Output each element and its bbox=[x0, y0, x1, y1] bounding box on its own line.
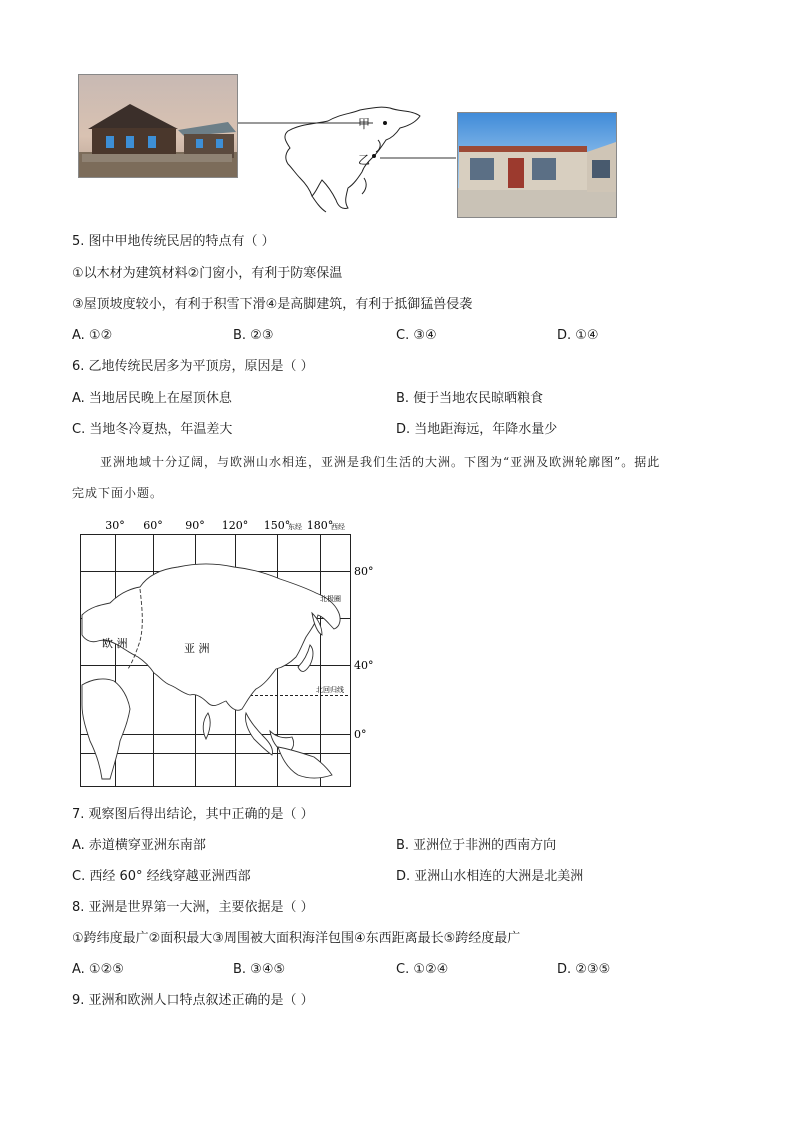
asia-europe-map-svg bbox=[70, 517, 390, 792]
lon-label-180: 180° bbox=[306, 519, 334, 532]
lon-label-120: 120° bbox=[221, 519, 249, 532]
asia-label: 亚 洲 bbox=[184, 642, 210, 655]
question-6-option-b[interactable]: B. 便于当地农民晾晒粮食 bbox=[396, 391, 544, 406]
question-6-option-c[interactable]: C. 当地冬冷夏热，年温差大 bbox=[72, 422, 233, 437]
flat-roof-house-photo bbox=[457, 112, 617, 218]
arctic-circle-label: 北极圈 bbox=[320, 595, 341, 603]
continent-outlines bbox=[82, 564, 340, 779]
asia-europe-map bbox=[70, 517, 390, 792]
question-5-option-a[interactable]: A. ①② bbox=[72, 328, 113, 343]
lat-label-0: 0° bbox=[354, 728, 367, 741]
question-5-stem: 5. 图中甲地传统民居的特点有（ ） bbox=[72, 234, 275, 249]
lon-label-60: 60° bbox=[143, 519, 163, 532]
question-8-option-b[interactable]: B. ③④⑤ bbox=[233, 962, 286, 977]
lat-label-40: 40° bbox=[354, 659, 374, 672]
lon-label-150: 150° bbox=[263, 519, 291, 532]
question-8-option-c[interactable]: C. ①②④ bbox=[396, 962, 449, 977]
lat-label-80: 80° bbox=[354, 565, 374, 578]
question-5-statement-2: ③屋顶坡度较小，有利于积雪下滑④是高脚建筑，有利于抵御猛兽侵袭 bbox=[72, 297, 473, 312]
question-5-option-b[interactable]: B. ②③ bbox=[233, 328, 274, 343]
label-yi: 乙 bbox=[357, 153, 370, 167]
west-longitude-label: 西经 bbox=[331, 523, 345, 531]
question-6-option-d[interactable]: D. 当地距海远，年降水量少 bbox=[396, 422, 558, 437]
location-dot-yi bbox=[372, 154, 376, 158]
east-longitude-label: 东经 bbox=[288, 523, 302, 531]
question-6-option-a[interactable]: A. 当地居民晚上在屋顶休息 bbox=[72, 391, 232, 406]
figure-house-comparison bbox=[78, 74, 618, 219]
question-5-statement-1: ①以木材为建筑材料②门窗小，有利于防寒保温 bbox=[72, 266, 343, 281]
intro-line-2: 完成下面小题。 bbox=[72, 486, 164, 500]
label-jia: 甲 bbox=[357, 117, 370, 131]
question-7-option-d[interactable]: D. 亚洲山水相连的大洲是北美洲 bbox=[396, 869, 584, 884]
question-5-option-d[interactable]: D. ①④ bbox=[557, 328, 599, 343]
tropic-cancer-label: 北回归线 bbox=[316, 686, 344, 694]
question-7-option-b[interactable]: B. 亚洲位于非洲的西南方向 bbox=[396, 838, 557, 853]
house-figure-svg bbox=[78, 74, 618, 219]
question-8-stem: 8. 亚洲是世界第一大洲，主要依据是（ ） bbox=[72, 900, 314, 915]
question-7-option-c[interactable]: C. 西经 60° 经线穿越亚洲西部 bbox=[72, 869, 251, 884]
question-8-option-a[interactable]: A. ①②⑤ bbox=[72, 962, 124, 977]
question-6-stem: 6. 乙地传统民居多为平顶房，原因是（ ） bbox=[72, 359, 314, 374]
lon-label-90: 90° bbox=[185, 519, 205, 532]
europe-label: 欧 洲 bbox=[102, 637, 128, 650]
location-dot-jia bbox=[383, 121, 387, 125]
question-5-option-c[interactable]: C. ③④ bbox=[396, 328, 437, 343]
wooden-house-photo bbox=[79, 75, 238, 178]
intro-line-1: 亚洲地域十分辽阔，与欧洲山水相连，亚洲是我们生活的大洲。下图为“亚洲及欧洲轮廓图”。据此 bbox=[100, 455, 661, 469]
question-7-option-a[interactable]: A. 赤道横穿亚洲东南部 bbox=[72, 838, 206, 853]
question-8-option-d[interactable]: D. ②③⑤ bbox=[557, 962, 611, 977]
lon-label-30: 30° bbox=[105, 519, 125, 532]
question-8-statement-1: ①跨纬度最广②面积最大③周围被大面积海洋包围④东西距离最长⑤跨经度最广 bbox=[72, 931, 521, 946]
question-9-stem: 9. 亚洲和欧洲人口特点叙述正确的是（ ） bbox=[72, 993, 314, 1008]
question-7-stem: 7. 观察图后得出结论，其中正确的是（ ） bbox=[72, 807, 314, 822]
